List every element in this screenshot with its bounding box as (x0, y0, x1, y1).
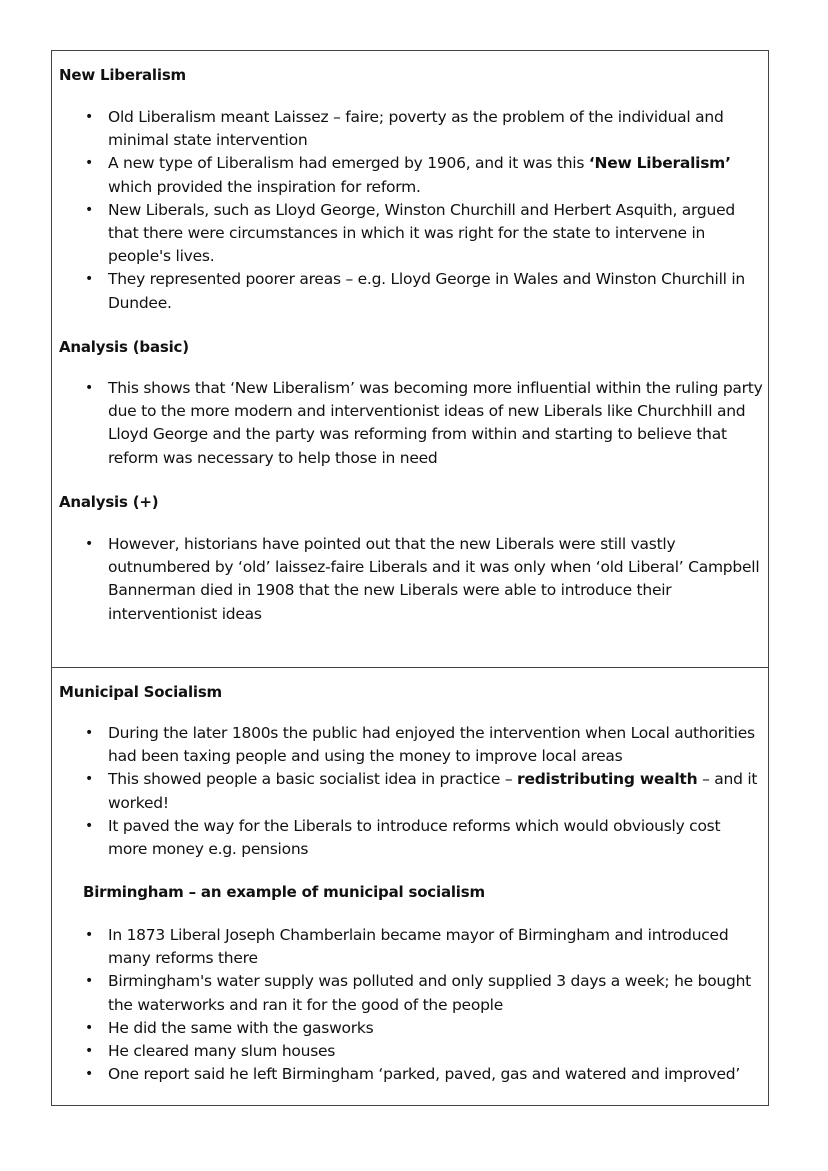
municipal-socialism-bullet-3: • It paved the way for the Liberals to introduce reforms which would obviously cost more money e.g. pensions (108, 815, 763, 861)
birmingham-bullet-5: • One report said he left Birmingham ‘parked, paved, gas and watered and improved’ (108, 1063, 763, 1086)
birmingham-bullet-3: • He did the same with the gasworks (108, 1017, 763, 1040)
municipal-socialism-heading: Municipal Socialism (59, 683, 222, 701)
municipal-socialism-bullet-2: • This showed people a basic socialist idea in practice – redistributing wealth – and it worked! (108, 768, 763, 814)
analysis-plus-bullet: • However, historians have pointed out that the new Liberals were still vastly outnumbered by ‘old’ laissez-faire Liberals and it was only when ‘old Liberal’ Campbell Bannerman died in 1908 that the new Liberals were able to introduce their interventionist ideas (108, 533, 763, 626)
birmingham-list (108, 924, 763, 1086)
analysis-plus-list (108, 533, 763, 626)
analysis-basic-bullet: • This shows that ‘New Liberalism’ was becoming more influential within the ruling party due to the more modern and interventionist ideas of new Liberals like Churchhill and Lloyd George and the party was reforming from within and starting to believe that reform was necessary to help those in need (108, 377, 763, 470)
birmingham-heading: Birmingham – an example of municipal socialism (83, 883, 485, 901)
municipal-socialism-section (51, 667, 769, 1106)
new-liberalism-bullet-4: • They represented poorer areas – e.g. Lloyd George in Wales and Winston Churchill in Dundee. (108, 268, 763, 314)
analysis-basic-heading: Analysis (basic) (59, 338, 189, 356)
birmingham-bullet-2: • Birmingham's water supply was polluted and only supplied 3 days a week; he bought the waterworks and ran it for the good of the people (108, 970, 763, 1016)
analysis-plus-heading: Analysis (+) (59, 493, 159, 511)
new-liberalism-bullet-2: • A new type of Liberalism had emerged by 1906, and it was this ‘New Liberalism’ which provided the inspiration for reform. (108, 152, 763, 198)
birmingham-bullet-4: • He cleared many slum houses (108, 1040, 763, 1063)
new-liberalism-section (51, 50, 769, 668)
new-liberalism-heading: New Liberalism (59, 66, 186, 84)
new-liberalism-list (108, 106, 763, 315)
new-liberalism-bullet-1: • Old Liberalism meant Laissez – faire; poverty as the problem of the individual and minimal state intervention (108, 106, 763, 152)
birmingham-bullet-1: • In 1873 Liberal Joseph Chamberlain became mayor of Birmingham and introduced many reforms there (108, 924, 763, 970)
analysis-basic-list (108, 377, 763, 470)
municipal-socialism-bullet-1: • During the later 1800s the public had enjoyed the intervention when Local authorities had been taxing people and using the money to improve local areas (108, 722, 763, 768)
municipal-socialism-list (108, 722, 763, 861)
new-liberalism-bullet-3: • New Liberals, such as Lloyd George, Winston Churchill and Herbert Asquith, argued that there were circumstances in which it was right for the state to intervene in people's lives. (108, 199, 763, 269)
